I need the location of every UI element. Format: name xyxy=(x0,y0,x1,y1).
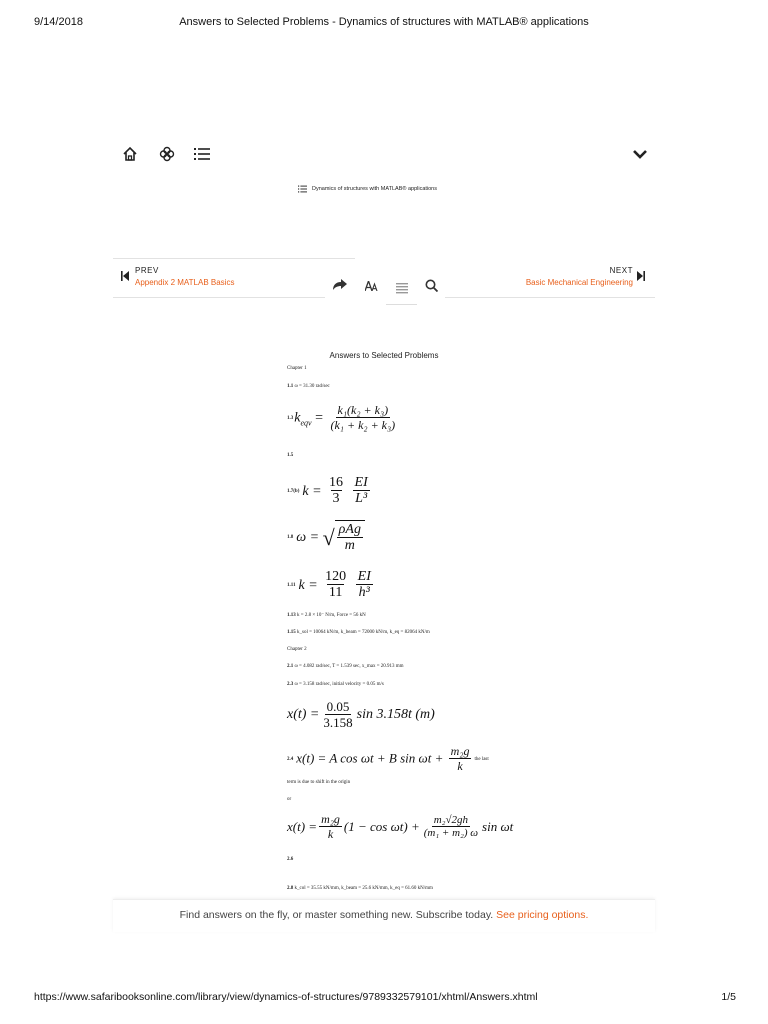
equation-lhs: k xyxy=(294,410,301,426)
highlights-icon[interactable] xyxy=(159,146,175,162)
book-title-link[interactable] xyxy=(298,185,437,193)
answer-1-15 xyxy=(287,630,430,635)
fraction xyxy=(319,813,342,842)
answer-number: 1.13 xyxy=(287,613,296,618)
denominator: 3 xyxy=(332,491,340,507)
answer-number: 2.6 xyxy=(287,857,294,862)
denominator: 3.158 xyxy=(323,715,353,731)
answer-number: 1.1 xyxy=(287,384,294,389)
answer-2-3 xyxy=(287,682,384,687)
answer-1-13 xyxy=(287,612,366,618)
answer-text: ω = 31.30 rad/sec xyxy=(294,384,330,389)
numerator: m₂√2gh xyxy=(433,814,469,827)
denominator: (k₁ + k₂ + k₃) xyxy=(330,418,396,433)
equation-lhs: k = xyxy=(302,483,322,499)
equation-term: (1 − cos ωt) + xyxy=(343,819,420,835)
equation xyxy=(287,700,435,731)
answer-number: 1.5 xyxy=(287,453,294,458)
fraction xyxy=(323,569,348,602)
square-root xyxy=(323,520,365,555)
page-view-icon xyxy=(396,282,408,294)
denominator: m xyxy=(344,538,355,554)
print-url: https://www.safaribooksonline.com/library/view/dynamics-of-structures/9789332579101/xhtml/Answers.xhtml xyxy=(34,991,538,1003)
equation xyxy=(296,520,365,555)
next-icon[interactable] xyxy=(637,271,645,281)
pricing-link[interactable]: See pricing options. xyxy=(496,909,589,921)
chevron-down-icon[interactable] xyxy=(632,149,648,161)
answer-text: k_col = 35.55 kN/mm, k_beam = 25.6 kN/mm, k_eq = 61.60 kN/mm xyxy=(294,886,433,891)
prev-label: PREV xyxy=(135,266,159,275)
equation xyxy=(298,569,374,602)
page-title: Answers to Selected Problems xyxy=(329,351,439,360)
answer-number: 1.3 xyxy=(287,415,294,421)
fraction xyxy=(422,814,480,840)
equation-lhs: x(t) = xyxy=(287,707,320,723)
divider xyxy=(113,297,325,298)
fraction xyxy=(321,700,354,731)
equation-rhs: sin 3.158t (m) xyxy=(356,707,435,723)
prev-link[interactable]: Appendix 2 MATLAB Basics xyxy=(135,278,235,287)
fraction xyxy=(327,475,345,508)
numerator: 16 xyxy=(329,475,344,490)
answer-number: 1.8 xyxy=(287,535,294,541)
answer-1-8 xyxy=(287,520,365,555)
equation-subscript: eqv xyxy=(300,418,312,428)
chapter-heading: Chapter 1 xyxy=(287,366,307,371)
fraction xyxy=(328,404,397,433)
equation-lhs: x(t) = A cos ωt + B sin ωt + xyxy=(296,750,444,766)
share-icon[interactable] xyxy=(333,279,347,291)
denominator: L³ xyxy=(355,491,368,507)
answer-number: 2.4 xyxy=(287,756,294,762)
equation-rhs: sin ωt xyxy=(482,819,514,835)
numerator: k₁(k₂ + k₃) xyxy=(337,403,389,417)
answer-number: 1.11 xyxy=(287,583,296,589)
answer-1-1 xyxy=(287,384,330,389)
equation: $k_{eqv}$ = $\frac{\text{k₁(k₂ + k₃)}}{\text{(k₁ + k₂ + k₃)}}$ xyxy=(294,403,396,433)
equation-lhs: ω = xyxy=(296,529,320,545)
answer-text: k = 2.8 × 10⁻ N/m, Force = 56 kN xyxy=(297,613,366,618)
numerator: EI xyxy=(357,569,371,584)
answer-number: 2.3 xyxy=(287,682,294,687)
numerator: m₂g xyxy=(450,744,470,758)
numerator: EI xyxy=(354,475,368,490)
answer-number: 1.15 xyxy=(287,630,296,635)
equation xyxy=(302,475,371,508)
print-date: 9/14/2018 xyxy=(34,16,83,28)
answer-1-3 xyxy=(287,404,399,433)
equation xyxy=(296,745,473,774)
numerator: m₂g xyxy=(321,812,340,826)
answer-2-1 xyxy=(287,664,404,669)
answer-text: ω = 3.158 rad/sec, initial velocity = 0.05 m/s xyxy=(294,682,384,687)
book-title: Dynamics of structures with MATLAB® applications xyxy=(312,186,437,192)
answer-text: term is due to shift in the origin xyxy=(287,780,351,785)
next-label: NEXT xyxy=(609,266,633,275)
answer-number: 2.8 xyxy=(287,886,294,891)
font-size-icon[interactable] xyxy=(365,281,379,291)
home-icon[interactable] xyxy=(122,146,138,162)
answer-2-4 xyxy=(287,745,489,774)
subscribe-banner xyxy=(113,899,655,932)
numerator: 120 xyxy=(325,569,347,584)
denominator: k xyxy=(327,827,334,842)
answer-2-6 xyxy=(287,857,293,862)
equation-lhs: k = xyxy=(298,577,318,593)
next-link[interactable]: Basic Mechanical Engineering xyxy=(525,278,633,287)
denominator: 11 xyxy=(328,585,343,601)
numerator: 0.05 xyxy=(326,699,350,714)
reading-mode-tab[interactable] xyxy=(386,277,417,305)
divider xyxy=(445,297,655,298)
fraction xyxy=(449,745,472,774)
banner-text: Find answers on the fly, or master something new. Subscribe today. xyxy=(179,909,494,921)
radical-sign: √ xyxy=(322,524,335,550)
denominator: h³ xyxy=(358,585,370,601)
answer-1-7b xyxy=(287,475,372,508)
or-text: or xyxy=(287,797,292,802)
answer-1-5 xyxy=(287,453,293,458)
answer-2-8 xyxy=(287,886,433,891)
denominator: k xyxy=(457,759,463,774)
list-icon xyxy=(298,185,307,193)
answer-text: the last xyxy=(474,756,489,762)
prev-icon[interactable] xyxy=(121,271,129,281)
answer-number: 1.7(b) xyxy=(287,489,300,495)
equation-lhs: x(t) = xyxy=(287,819,318,835)
fraction xyxy=(353,475,370,508)
fraction xyxy=(337,522,363,555)
numerator: ρAg xyxy=(338,522,361,537)
divider xyxy=(113,258,355,259)
toc-icon[interactable] xyxy=(194,147,210,161)
chapter-heading: Chapter 2 xyxy=(287,647,307,652)
answer-text: ω = 4.082 rad/sec, T = 1.539 sec, x_max = 20.913 mm xyxy=(294,664,404,669)
print-title: Answers to Selected Problems - Dynamics of structures with MATLAB® applications xyxy=(179,16,589,28)
equation xyxy=(287,813,513,842)
fraction xyxy=(356,569,373,602)
print-page-number: 1/5 xyxy=(721,991,736,1003)
answer-number: 2.1 xyxy=(287,664,294,669)
denominator: (m₁ + m₂) ω xyxy=(423,827,479,840)
answer-text: k_sol = 10064 kN/m, k_beam = 72000 kN/m, k_eq = 82064 kN/m xyxy=(297,630,430,635)
search-icon[interactable] xyxy=(425,279,438,292)
answer-1-11 xyxy=(287,569,375,602)
